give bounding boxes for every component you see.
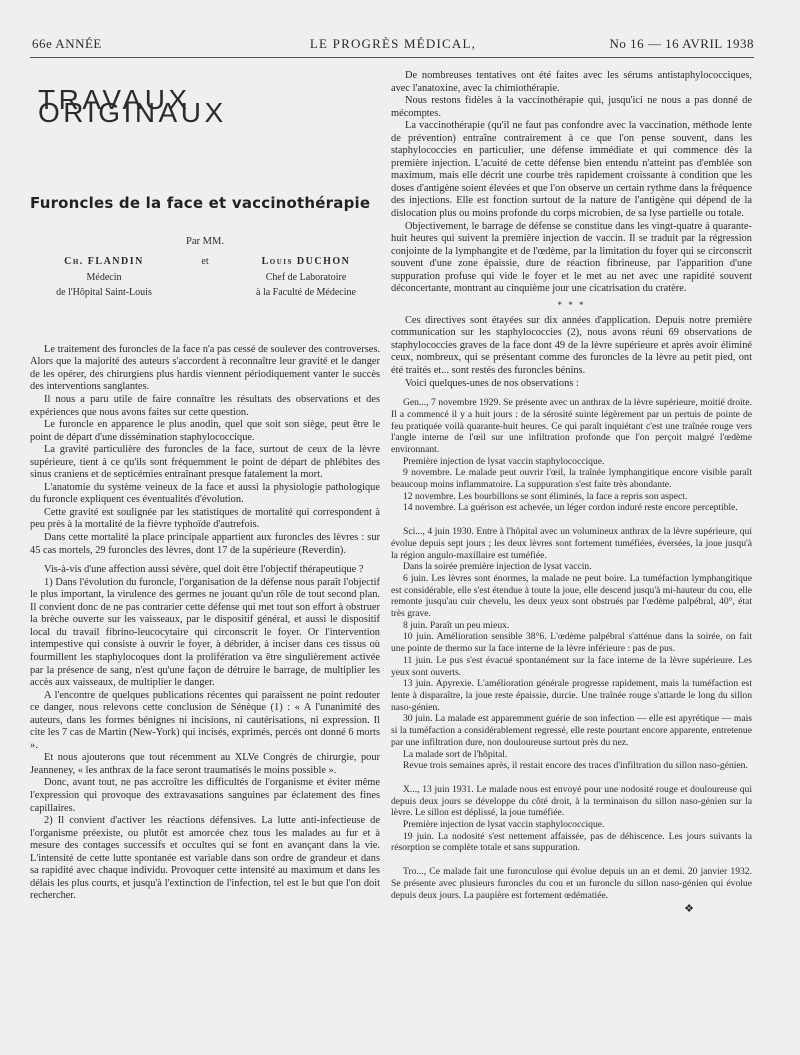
body-paragraph: 2) Il convient d'activer les réactions défensives. La lutte anti-infectieuse de l'organisme préexiste, ou plutôt est amorcée chez tous les malades au fur et à mesure des contages successifs et occultes qui se font en avançant dans la vie. L'intensité de cette lutte spontanée est variable dans son ordre de grandeur et dans sa rapidité avec chaque individu. Provoquer cette intensité au maximum et dans les délais les plus courts, et jusqu'à l'extinction de l'infection, tel est le but que l'on doit rechercher. <box>30 815 380 902</box>
spacer <box>391 514 752 526</box>
body-paragraph: Il nous a paru utile de faire connaître les résultats des observations et des expériences que nous avons faites sur cette question. <box>30 394 380 418</box>
running-header <box>32 36 754 56</box>
body-paragraph: De nombreuses tentatives ont été faites avec les sérums antistaphylococciques, avec l'anatoxine, avec la chimiothérapie. <box>391 70 752 94</box>
observations-list <box>391 390 752 901</box>
author-2 <box>232 256 380 300</box>
observation-paragraph: 8 juin. Paraît un peu mieux. <box>403 619 510 631</box>
author-2-title: Chef de Laboratoire <box>265 271 347 283</box>
observation-paragraph: Première injection de lysat vaccin staphylococcique. <box>403 819 605 831</box>
observation-paragraph: Tro..., Ce malade fait une furonculose qui évolue depuis un an et demi. 20 janvier 1932. Se présente avec plusieurs furoncles du cou et un furoncle du sillon naso-génien qui évolue depuis deux jours. La paupière est fortement œdématiée. <box>391 866 752 901</box>
observation-paragraph: 19 juin. La nodosité s'est nettement affaissée, pas de déhiscence. Les jours suivants la résorption se complète totale et sans suppuration. <box>391 830 752 854</box>
observation-paragraph: Gen..., 7 novembre 1929. Se présente avec un anthrax de la lèvre supérieure, moitié droite. Il a commencé il y a huit jours : de la sérosité suinte légèrement par un pertuis de pointe de feu pratiquée voilà quarante-huit heures. Ce qui paraît inquiétant c'est une traînée rouge vers l'angle interne de l'œil sur une infiltration profonde que l'on perçoit malgré l'œdème environnant. <box>391 397 752 455</box>
body-paragraph: L'anatomie du système veineux de la face et aussi la physiologie pathologique du furoncle expliquent ces éventualités d'évolution. <box>30 481 380 506</box>
body-paragraph: La gravité particulière des furoncles de la face, surtout de ceux de la lèvre supérieure, tient à ce qu'ils sont fréquemment le point de départ de phlébites des sinus craniens et de septicémies entraînant presque fatalement la mort. <box>30 444 380 481</box>
author-1-title: Médecin <box>86 271 122 283</box>
observation-paragraph: 30 juin. La malade est apparemment guérie de son infection — elle est apyrétique — mais si la tuméfaction a considérablement regressé, elle reste pourtant encore apparente, entretenue par une infiltration dure, non douloureuse surtout près du nez. <box>391 713 752 748</box>
header-volume: 66e ANNÉE <box>32 36 102 51</box>
header-journal-title: LE PROGRÈS MÉDICAL, <box>309 36 477 51</box>
body-paragraph: A l'encontre de quelques publications récentes qui paraissent ne point redouter ce danger, nous relevons cette conclusion de Sénèque (1) : « A l'unanimité des auteurs, dans les formes bénignes ni incisions, ni cautérisations, ni expression. Il cite les 7 cas de Martin (New-York) qui incisés, exprimés, percés ont donné 6 morts ». <box>30 689 380 751</box>
article-title: Furoncles de la face et vaccinothérapie <box>30 194 371 213</box>
right-column <box>391 70 752 916</box>
header-issue-date: No 16 — 16 AVRIL 1938 <box>609 36 754 51</box>
body-paragraph: Nous restons fidèles à la vaccinothérapie qui, jusqu'ici ne nous a pas donné de mécomptes. <box>391 95 752 119</box>
observation-paragraph: 12 novembre. Les bourbillons se sont éliminés, la face a repris son aspect. <box>403 490 688 502</box>
body-paragraph: Donc, avant tout, ne pas accroître les difficultés de l'organisme et éviter même l'expression qui provoque des extravasations sanguines par éclatement des fines capillaires. <box>30 777 380 814</box>
authors-block <box>30 256 380 300</box>
body-paragraph: Objectivement, le barrage de défense se constitue dans les vingt-quatre à quarante-huit heures qui suivent la première injection de vaccin. Il se traduit par la régression conjointe de la lymphangite et de l'œdème, par la limitation du foyer qui se circonscrit souvent d'une zone épaissie, dure de réaction fibrineuse, par l'apparition d'une suppuration profuse qui vide le foyer et le met au net avec une rapidité souvent déconcertante, montrant au cinquième jour une cicatrisation du cratère. <box>391 220 752 295</box>
section-title: TRAVAUX ORIGINAUX <box>38 84 227 128</box>
body-paragraph: Le furoncle en apparence le plus anodin, quel que soit son siège, peut être le point de départ d'une dissémination staphylococcique. <box>30 419 380 443</box>
author-2-affiliation: à la Faculté de Médecine <box>256 287 356 299</box>
left-column <box>30 84 380 903</box>
observation-paragraph: La malade sort de l'hôpital. <box>403 748 508 760</box>
spacer <box>30 557 380 564</box>
spacer <box>391 854 752 866</box>
right-body-text <box>391 70 752 916</box>
observation-paragraph: 9 novembre. Le malade peut ouvrir l'œil, la traînée lymphangitique encore visible paraît beaucoup moins inflammatoire. La suppuration s'est faite très abondante. <box>391 467 752 491</box>
body-paragraph: 1) Dans l'évolution du furoncle, l'organisation de la défense nous paraît l'objectif le plus important, la virulence des germes ne jouant qu'un rôle de tout second plan. Il convient donc de ne pas contrarier cette défense qui met tout son effort à obstruer la brèche ouverte sur les vaisseaux, par le dispositif général, et aussi le dispositif local du travail fibrino-leucocytaire qui circonscrit le foyer. Or l'intervention intempestive qui consiste à ouvrir le foyer, à débrider, à inciser dans ces tissus où fourmillent les staphylocoques dont la prolifération va être singulièrement activée par la présence de sang, n'est qu'une façon de détruire le barrage, de multiplier les accès aux vaisseaux, de multiplier le danger. <box>30 576 380 689</box>
observation-paragraph: X..., 13 juin 1931. Le malade nous est envoyé pour une nodosité rouge et douloureuse qui depuis deux jours se développe du côté droit, à la terminaison du sillon naso-génien sur la lèvre. Le sillon est déplissé, la joue tuméfiée. <box>391 783 752 819</box>
byline-par: Par MM. <box>186 235 224 247</box>
author-1-name: Ch. FLANDIN <box>64 256 144 268</box>
author-2-name: Louis DUCHON <box>261 256 351 268</box>
observation-paragraph: 6 juin. Les lèvres sont énormes, la malade ne peut boire. La tuméfaction lymphangitique est considérable, elle s'est étendue à toute la joue, elle descend jusqu'à mi-hauteur du cou, elle remonte jusqu'au cuir chevelu, les deux yeux sont obstrués par l'œdème palpébral, 40°, état très grave. <box>391 572 752 620</box>
observation-paragraph: Première injection de lysat vaccin staphylococcique. <box>403 455 605 467</box>
observation-paragraph: Dans la soirée première injection de lysat vaccin. <box>403 561 592 573</box>
body-paragraph: Le traitement des furoncles de la face n'a pas cessé de soulever des controverses. Alors que la majorité des auteurs s'accordent à reconnaître leur gravité et le danger de les opérer, des chirurgiens plus hardis viennent périodiquement vanter le succès des interventions sanglantes. <box>30 343 380 393</box>
author-conjunction: et <box>201 256 209 268</box>
observation-paragraph: 14 novembre. La guérison est achevée, un léger cordon induré reste encore perceptible. <box>403 502 738 514</box>
section-asterism: * * * <box>557 299 586 310</box>
left-body-text <box>30 344 380 903</box>
author-1 <box>30 256 178 300</box>
body-paragraph: Voici quelques-unes de nos observations : <box>405 377 579 389</box>
observation-paragraph: 11 juin. Le pus s'est évacué spontanément sur la face interne de la lèvre supérieure. Les yeux sont ouverts. <box>391 654 752 678</box>
body-paragraph: Et nous ajouterons que tout récemment au XLVe Congrès de chirurgie, pour Jeanneney, « les anthrax de la face seront traumatisés le moins possible ». <box>30 752 380 776</box>
body-paragraph: Dans cette mortalité la place principale appartient aux furoncles des lèvres : sur 45 cas mortels, 29 furoncles des lèvres, dont 17 de la supérieure (Reverdin). <box>30 532 380 556</box>
spacer <box>391 390 752 397</box>
observation-paragraph: 10 juin. Amélioration sensible 38°6. L'œdème palpébral s'atténue dans la soirée, on fait une pointe de thermo sur la face interne de la lèvre inférieure : pas de pus. <box>391 631 752 655</box>
observation-paragraph: 13 juin. Apyrexie. L'amélioration générale progresse rapidement, mais la tuméfaction est lente à disparaître, la joue reste épaissie, durcie. Une traînée rouge s'attarde le long du sillon naso-génien. <box>391 678 752 713</box>
body-paragraph: Ces directives sont étayées sur dix années d'application. Depuis notre première communication sur les staphylococcies (2), nous avons réuni 69 observations de staphylococcies graves de la face dont 49 de la lèvre supérieure et après avoir éliminé ceux, nombreux, qui se présentant comme des furoncles de la lèvre au petit pied, ont été traités et... sont restés des furoncles bénins. <box>391 314 752 377</box>
observation-paragraph: Sci..., 4 juin 1930. Entre à l'hôpital avec un volumineux anthrax de la lèvre supérieure, qui évolue depuis sept jours ; les deux lèvres sont fortement tuméfiées, éversées, la joue jusqu'à la région angulo-maxillaire est tuméfiée. <box>391 526 752 561</box>
body-paragraph: Cette gravité est soulignée par les statistiques de mortalité qui correspondent à peu près à la mortalité de la fièvre typhoïde d'autrefois. <box>30 506 380 531</box>
observation-paragraph: Revue trois semaines après, il restait encore des traces d'infiltration du sillon naso-génien. <box>403 760 748 772</box>
spacer <box>391 772 752 784</box>
end-ornament-icon: ❖ <box>684 903 694 916</box>
author-1-affiliation: de l'Hôpital Saint-Louis <box>56 287 152 299</box>
header-rule <box>30 57 754 58</box>
body-paragraph: La vaccinothérapie (qu'il ne faut pas confondre avec la vaccination, méthode lente de prévention) entraîne contrairement à ce que l'on pense souvent, dans les staphylococcies en particulier, une défense immédiate et qui commence dès la première injection. L'acuité de cette défense bien entendu n'atteint pas d'emblée son maximum, mais elle décrit une courbe très rapidement croissante à condition que les doses d'antigène soient élevées et que l'on observe un certain rythme dans la fréquence des injections. Elle est fonction surtout de la nature de l'antigène qui dépend de la dislocation plus ou moins profonde du corps microbien, de sa lyse partielle ou totale. <box>391 120 752 220</box>
body-paragraph: Vis-à-vis d'une affection aussi sévère, quel doit être l'objectif thérapeutique ? <box>44 564 364 576</box>
